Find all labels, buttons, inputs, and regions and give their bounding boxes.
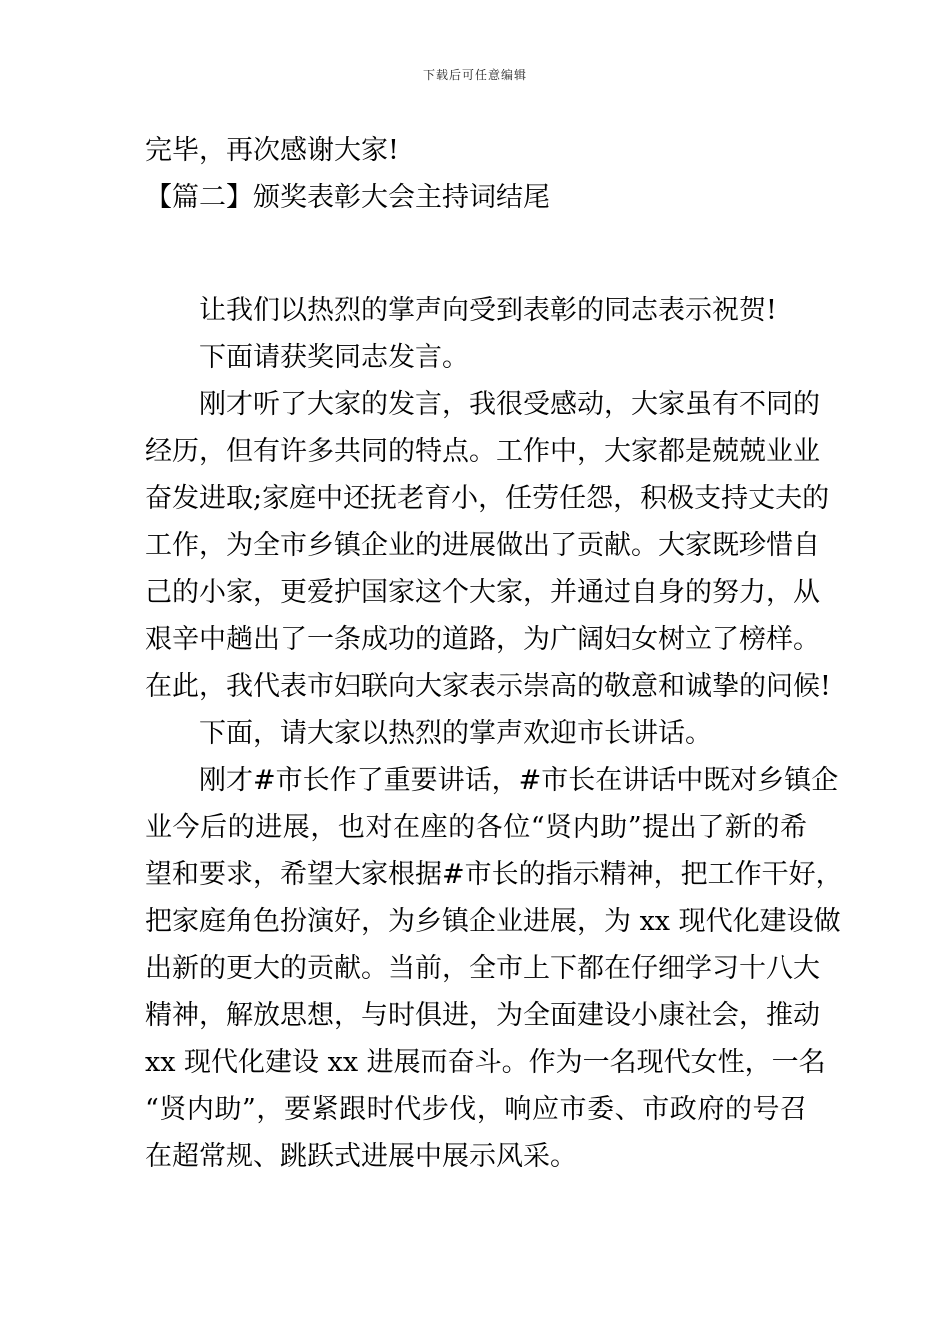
closing-line: 完毕，再次感谢大家! [145, 135, 399, 166]
paragraph-line: 刚才听了大家的发言，我很受感动，大家虽有不同的 [199, 389, 820, 420]
paragraph-line: 艰辛中趟出了一条成功的道路，为广阔妇女树立了榜样。 [145, 624, 820, 655]
paragraph-line: 下面请获奖同志发言。 [199, 342, 469, 373]
paragraph-gap [145, 221, 807, 287]
paragraph-line: 业今后的进展，也对在座的各位“贤内助”提出了新的希 [145, 812, 807, 843]
paragraph-line: 把家庭角色扮演好，为乡镇企业进展，为 xx 现代化建设做 [145, 906, 841, 937]
paragraph-line: 望和要求，希望大家根据#市长的指示精神，把工作干好， [145, 859, 843, 890]
paragraph-line: 经历，但有许多共同的特点。工作中，大家都是兢兢业业 [145, 436, 820, 467]
document-body [145, 127, 843, 1180]
paragraph-line: 工作，为全市乡镇企业的进展做出了贡献。大家既珍惜自 [145, 530, 820, 561]
paragraph-line: “贤内助”，要紧跟时代步伐，响应市委、市政府的号召 [145, 1094, 807, 1125]
paragraph-line: 奋发进取;家庭中还抚老育小，任劳任怨，积极支持丈夫的 [145, 483, 830, 514]
paragraph-line: 在此，我代表市妇联向大家表示崇高的敬意和诚挚的问候! [145, 671, 831, 702]
header-note: 下载后可任意编辑 [422, 68, 527, 82]
paragraph-line: 刚才#市长作了重要讲话，#市长在讲话中既对乡镇企 [199, 765, 839, 796]
paragraph-line: 让我们以热烈的掌声向受到表彰的同志表示祝贺! [199, 295, 777, 326]
paragraph-line: 在超常规、跳跃式进展中展示风采。 [145, 1141, 577, 1172]
paragraph-line: xx 现代化建设 xx 进展而奋斗。作为一名现代女性，一名 [145, 1047, 826, 1078]
paragraph-line: 出新的更大的贡献。当前，全市上下都在仔细学习十八大 [145, 953, 820, 984]
section-heading: 【篇二】颁奖表彰大会主持词结尾 [145, 182, 550, 213]
paragraph-line: 精神，解放思想，与时俱进，为全面建设小康社会，推动 [145, 1000, 820, 1031]
paragraph-line: 下面，请大家以热烈的掌声欢迎市长讲话。 [199, 718, 712, 749]
paragraph-line: 己的小家，更爱护国家这个大家，并通过自身的努力，从 [145, 577, 820, 608]
